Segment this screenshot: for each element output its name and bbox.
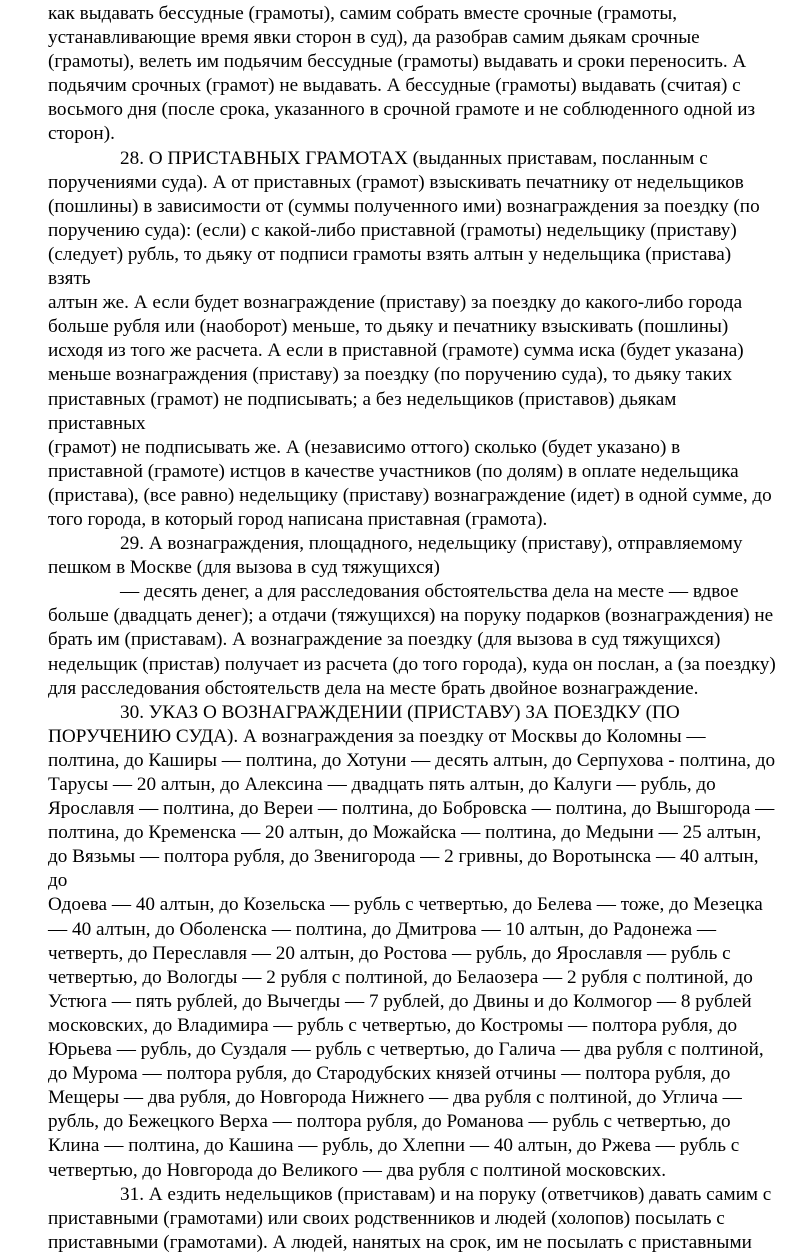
paragraph-article-28: 28. О ПРИСТАВНЫХ ГРАМОТАХ (выданных приставам, посланным с поручениями суда). А от приставных (грамот) взыскивать печатнику от недельщиков (пошлины) в зависимости от (суммы полученного ими) вознаграждения за поездку (по поручению суда): (если) с какой-либо приставной (грамоты) недельщику (приставу) (следует) рубль, то дьяку от подписи грамоты взять алтын у недельщика (пристава) взять алтын же. А если будет вознаграждение (приставу) за поездку до какого-либо города больше рубля или (наоборот) меньше, то дьяку и печатнику взыскивать (пошлины) исходя из того же расчета. А если в приставной (грамоте) сумма иска (будет указана) меньше вознаграждения (приставу) за поездку (по поручению суда), то дьяку таких приставных (грамот) не подписывать; а без недельщиков (приставов) дьякам приставных (грамот) не подписывать же. А (независимо оттого) сколько (будет указано) в приставной (грамоте) истцов в качестве участников (по долям) в оплате недельщика (пристава), (все равно) недельщику (приставу) вознаграждение (идет) в одной сумме, до того города, в который город написана приставная (грамота). — [48, 147, 772, 530]
document-page — [48, 2, 776, 1255]
paragraph-article-31: 31. А ездить недельщиков (приставам) и на поруку (ответчиков) давать самим с приставными (грамотами) или своих родственников и людей (холопов) посылать с приставными (грамотами). А людей, нанятых на срок, им не посылать с приставными — [48, 1183, 772, 1253]
paragraph-article-29: 29. А вознаграждения, площадного, недельщику (приставу), отправляемому пешком в Москве (для вызова в суд тяжущихся) — [48, 533, 743, 579]
paragraph-article-30: 30. УКАЗ О ВОЗНАГРАЖДЕНИИ (ПРИСТАВУ) ЗА ПОЕЗДКУ (ПО ПОРУЧЕНИЮ СУДА). А вознаграждения за поездку от Москвы до Коломны — полтина, до Каширы — полтина, до Хотуни — десять алтын, до Серпухова - полтина, до Тарусы — 20 алтын, до Алексина — двадцать пять алтын, до Калуги — рубль, до Ярославля — полтина, до Вереи — полтина, до Бобровска — полтина, до Вышгорода — полтина, до Кременска — 20 алтын, до Можайска — полтина, до Медыни — 25 алтын, до Вязьмы — полтора рубля, до Звенигорода — 2 гривны, до Воротынска — 40 алтын, до Одоева — 40 алтын, до Козельска — рубль с четвертью, до Белева — тоже, до Мезецка — 40 алтын, до Оболенска — полтина, до Дмитрова — 10 алтын, до Радонежа — четверть, до Переславля — 20 алтын, до Ростова — рубль, до Ярославля — рубль с четвертью, до Вологды — 2 рубля с полтиной, до Белаозера — 2 рубля с полтиной, до Устюга — пять рублей, до Вычегды — 7 рублей, до Двины и до Колмогор — 8 рублей московских, до Владимира — рубль с четвертью, до Костромы — полтора рубля, до Юрьева — рубль, до Суздаля — рубль с четвертью, до Галича — два рубля с полтиной, до Мурома — полтора рубля, до Стародубских князей отчины — полтора рубля, до Мещеры — два рубля, до Новгорода Нижнего — два рубля с полтиной, до Углича — рубль, до Бежецкого Верха — полтора рубля, до Романова — рубль с четвертью, до Клина — полтина, до Кашина — рубль, до Хлепни — 40 алтын, до Ржева — рубль с четвертью, до Новгорода до Великого — два рубля с полтиной московских. — [48, 701, 776, 1181]
paragraph-continuation: как выдавать бессудные (грамоты), самим собрать вместе срочные (грамоты, устанавливающие время явки сторон в суд), да разобрав самим дьякам срочные (грамоты), велеть им подьячим бессудные (грамоты) выдавать и сроки переносить. А подьячим срочных (грамот) не выдавать. А бессудные (грамоты) выдавать (считая) с восьмого дня (после срока, указанного в срочной грамоте и не соблюденного одной из сторон). — [48, 3, 756, 145]
paragraph-article-29-continued: — десять денег, а для расследования обстоятельства дела на месте — вдвое больше (двадцать денег); а отдачи (тяжущихся) на поруку подарков (вознаграждения) не брать им (приставам). А вознаграждение за поездку (для вызова в суд тяжущихся) недельщик (пристав) получает из расчета (до того города), куда он послан, а (за поездку) для расследования обстоятельств дела на месте брать двойное вознаграждение. — [48, 581, 776, 699]
